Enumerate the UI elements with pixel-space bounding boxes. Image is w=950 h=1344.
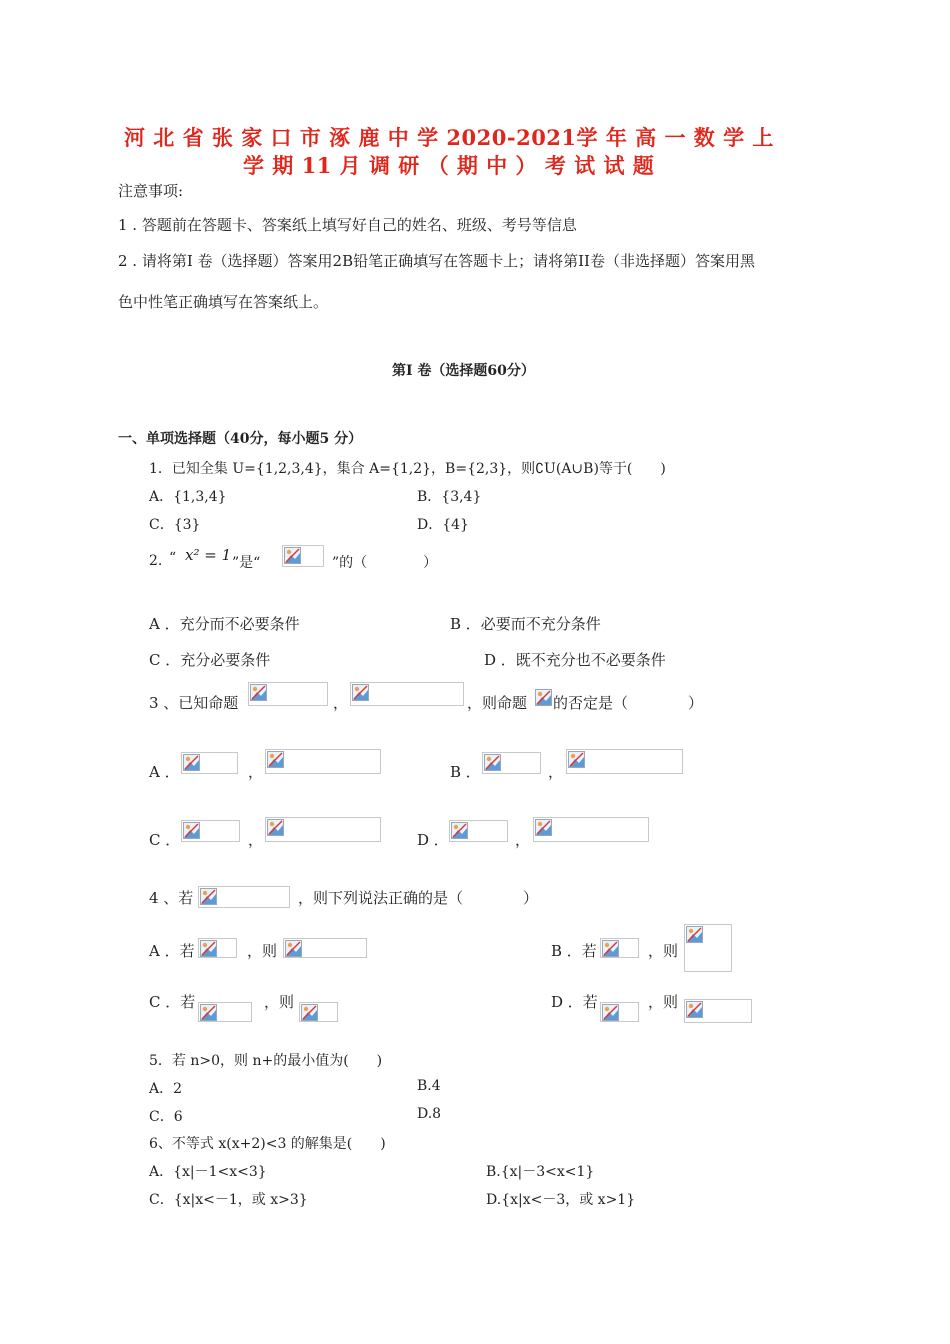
q3-prefix: 3 、已知命题 — [149, 694, 239, 712]
broken-image-icon — [451, 822, 468, 839]
q4-option-a-image-2 — [283, 938, 367, 958]
notice-heading: 注意事项: — [118, 182, 184, 200]
q4-option-c-image-2 — [299, 1002, 338, 1022]
q4-option-b-then: ，则 — [648, 942, 679, 960]
q4-option-a-image-1 — [198, 938, 237, 958]
q3-option-b-image-2 — [566, 749, 683, 774]
q3-tail: 的否定是（ ） — [553, 694, 704, 712]
q1-option-d: D．{4} — [417, 517, 469, 533]
part1-heading: 一、单项选择题（40分，每小题5 分） — [118, 431, 363, 447]
q2-number: 2. — [149, 553, 163, 569]
q6-option-b: B.{x|－3<x<1} — [486, 1164, 595, 1180]
q5-option-d: D.8 — [417, 1106, 442, 1122]
q2-option-a: A ．充分而不必要条件 — [149, 615, 300, 633]
q3-option-c-image-1 — [181, 820, 240, 842]
broken-image-icon — [535, 819, 552, 836]
page-title-line2: 学 期 11 月 调 研 （ 期 中 ） 考 试 试 题 — [243, 153, 655, 178]
broken-image-icon — [183, 754, 200, 771]
q4-option-b-label: B ．若 — [551, 942, 597, 960]
broken-image-icon — [267, 751, 284, 768]
q1-stem: 1．已知全集 U={1,2,3,4}，集合 A={1,2}，B={2,3}，则∁U(A∪B)等于( ) — [149, 461, 666, 477]
q4-option-b-image-1 — [600, 938, 639, 958]
notice-item-2a: 2 . 请将第I 卷（选择题）答案用2B铅笔正确填写在答题卡上；请将第II卷（非选择题）答案用黑 — [118, 252, 755, 270]
q4-option-a-label: A ．若 — [149, 942, 195, 960]
q5-option-a: A．2 — [149, 1081, 183, 1097]
q3-option-a-label: A ． — [149, 763, 180, 781]
q4-option-b-image-2 — [684, 924, 732, 972]
section-title: 第I 卷（选择题60分） — [392, 363, 535, 379]
broken-image-icon — [686, 926, 703, 943]
q5-option-c: C．6 — [149, 1109, 183, 1125]
broken-image-icon — [301, 1004, 318, 1021]
broken-image-icon — [602, 940, 619, 957]
q3-option-d-image-1 — [449, 820, 508, 842]
q3-option-d-image-2 — [533, 817, 649, 842]
broken-image-icon — [602, 1004, 619, 1021]
q2-option-c: C ．充分必要条件 — [149, 651, 271, 669]
q2-formula-image — [282, 545, 324, 567]
q3-option-a-image-1 — [181, 752, 238, 774]
broken-image-icon — [267, 819, 284, 836]
broken-image-icon — [535, 689, 552, 706]
q3-option-a-sep: ， — [248, 763, 264, 781]
broken-image-icon — [352, 684, 369, 701]
q5-option-b: B.4 — [417, 1078, 441, 1094]
q2-math: x² = 1 — [185, 546, 232, 564]
q3-proposition-image-2 — [350, 682, 464, 706]
q2-option-b: B ．必要而不充分条件 — [450, 615, 601, 633]
q3-option-c-label: C ． — [149, 831, 181, 849]
q3-option-c-image-2 — [265, 817, 381, 842]
q4-condition-image — [198, 886, 290, 908]
q5-stem: 5．若 n>0，则 n+的最小值为( ) — [149, 1053, 383, 1069]
q2-option-d: D ．既不充分也不必要条件 — [484, 651, 666, 669]
q1-option-a: A．{1,3,4} — [149, 489, 227, 505]
broken-image-icon — [568, 751, 585, 768]
q4-option-d-label: D ．若 — [551, 993, 598, 1011]
q6-stem: 6、不等式 x(x+2)<3 的解集是( ) — [149, 1136, 386, 1152]
q6-option-d: D.{x|x<－3，或 x>1} — [486, 1192, 636, 1208]
q4-option-c-then: ，则 — [264, 993, 295, 1011]
broken-image-icon — [484, 754, 501, 771]
q3-option-a-image-2 — [265, 749, 381, 774]
q3-option-d-sep: ， — [515, 831, 531, 849]
q3-option-d-label: D ． — [417, 831, 449, 849]
q3-proposition-image-3 — [534, 688, 552, 706]
q3-comma: ， — [333, 694, 349, 712]
q4-option-c-label: C ．若 — [149, 993, 196, 1011]
broken-image-icon — [285, 940, 302, 957]
q3-option-b-image-1 — [482, 752, 541, 774]
q4-tail: ，则下列说法正确的是（ ） — [298, 889, 539, 907]
broken-image-icon — [250, 684, 267, 701]
notice-item-2b: 色中性笔正确填写在答案纸上。 — [118, 293, 329, 311]
q4-option-d-image-1 — [600, 1002, 639, 1022]
q3-option-c-sep: ， — [248, 831, 264, 849]
page-title-line1: 河 北 省 张 家 口 市 涿 鹿 中 学 2020-2021学 年 高 一 数 学 上 — [124, 125, 774, 150]
q3-option-b-sep: ， — [548, 763, 564, 781]
broken-image-icon — [284, 547, 301, 564]
q6-option-c: C．{x|x<－1，或 x>3} — [149, 1192, 308, 1208]
q3-mid: ，则命题 — [467, 694, 528, 712]
q1-option-b: B．{3,4} — [417, 489, 482, 505]
q3-option-b-label: B ． — [450, 763, 481, 781]
q6-option-a: A．{x|－1<x<3} — [149, 1164, 267, 1180]
broken-image-icon — [686, 1001, 703, 1018]
q4-option-a-then: ，则 — [247, 942, 278, 960]
q3-proposition-image-1 — [248, 682, 328, 706]
broken-image-icon — [200, 940, 217, 957]
broken-image-icon — [183, 822, 200, 839]
q1-option-c: C．{3} — [149, 517, 201, 533]
q4-option-d-then: ，则 — [648, 993, 679, 1011]
broken-image-icon — [200, 1004, 217, 1021]
q4-option-d-image-2 — [684, 999, 752, 1023]
q4-option-c-image-1 — [198, 1002, 252, 1022]
notice-item-1: 1 . 答题前在答题卡、答案纸上填写好自己的姓名、班级、考号等信息 — [118, 216, 577, 234]
broken-image-icon — [200, 888, 217, 905]
q2-quote-close: ”是“ — [232, 555, 261, 571]
q4-prefix: 4 、若 — [149, 889, 194, 907]
q2-tail: ”的（ ） — [332, 555, 438, 571]
q2-quote-open: “ — [169, 550, 177, 566]
